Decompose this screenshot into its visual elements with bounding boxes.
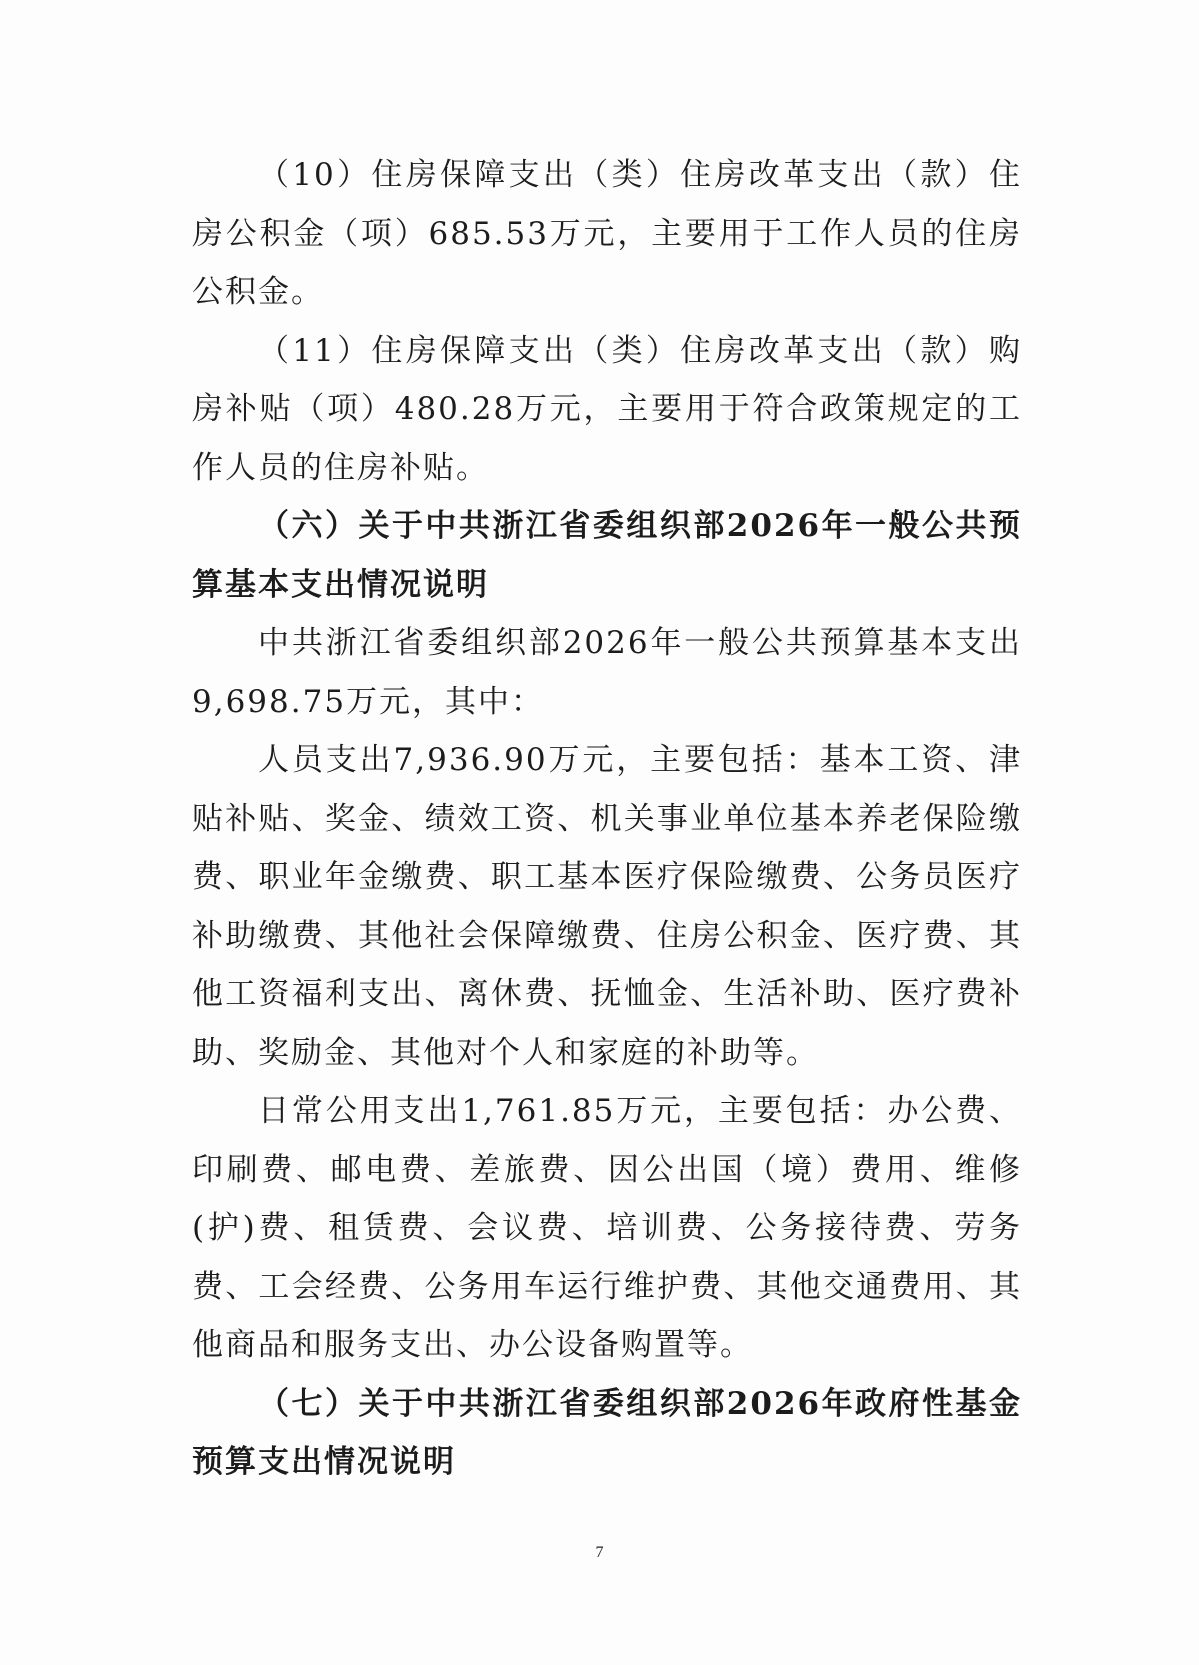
page-number: 7 [595,1544,604,1561]
paragraph-public-expenditure: 日常公用支出1,761.85万元，主要包括：办公费、印刷费、邮电费、差旅费、因公出国（境）费用、维修(护)费、租赁费、会议费、培训费、公务接待费、劳务费、工会经费、公务用车运行维护费、其他交通费用、其他商品和服务支出、办公设备购置等。 [192,1093,1022,1363]
paragraph-personnel-expenditure: 人员支出7,936.90万元，主要包括：基本工资、津贴补贴、奖金、绩效工资、机关事业单位基本养老保险缴费、职业年金缴费、职工基本医疗保险缴费、公务员医疗补助缴费、其他社会保障缴费、住房公积金、医疗费、其他工资福利支出、离休费、抚恤金、生活补助、医疗费补助、奖励金、其他对个人和家庭的补助等。 [192,742,1022,1071]
paragraph-item-10: （10）住房保障支出（类）住房改革支出（款）住房公积金（项）685.53万元，主要用于工作人员的住房公积金。 [192,157,1022,310]
paragraph-basic-expenditure-total: 中共浙江省委组织部2026年一般公共预算基本支出9,698.75万元，其中： [192,625,1022,720]
section-heading-7: （七）关于中共浙江省委组织部2026年政府性基金预算支出情况说明 [192,1385,1022,1480]
section-heading-6: （六）关于中共浙江省委组织部2026年一般公共预算基本支出情况说明 [192,508,1022,603]
document-body [192,146,1022,1492]
paragraph-item-11: （11）住房保障支出（类）住房改革支出（款）购房补贴（项）480.28万元，主要用于符合政策规定的工作人员的住房补贴。 [192,332,1022,486]
